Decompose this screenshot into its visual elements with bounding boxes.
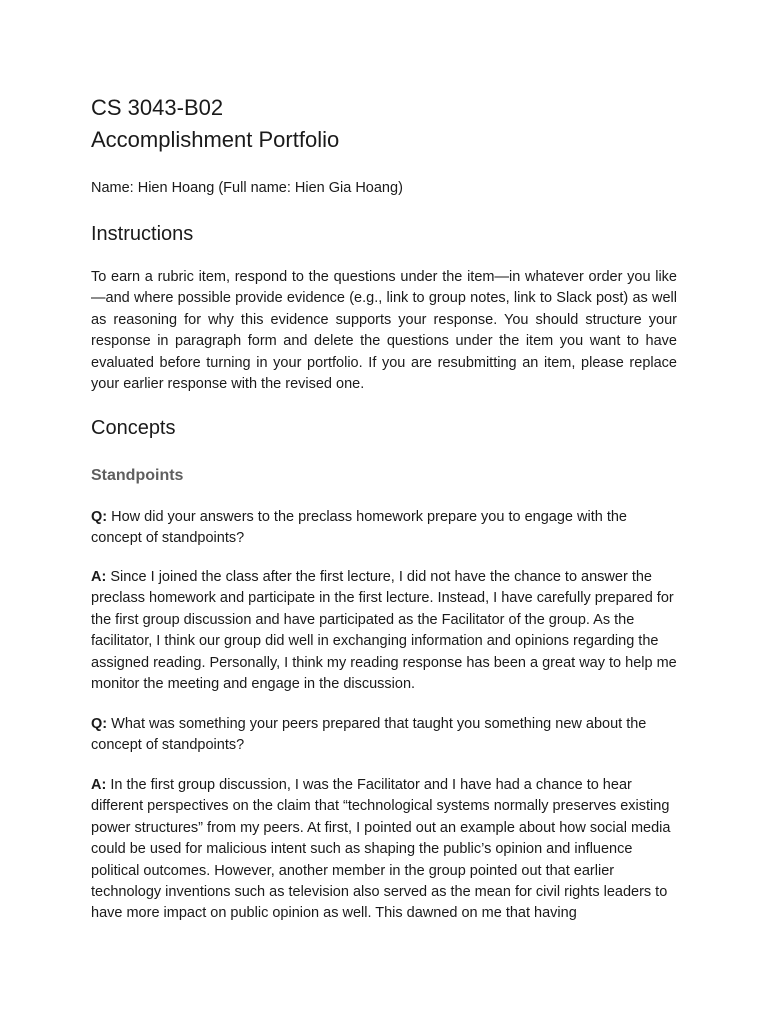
student-name-line: Name: Hien Hoang (Full name: Hien Gia Hoang)	[91, 180, 403, 196]
instructions-paragraph: To earn a rubric item, respond to the questions under the item—in whatever order you like—and where possible provide evidence (e.g., link to group notes, link to Slack post) as well as reasoning for why this evidence supports your response. You should structure your response in paragraph form and delete the questions under the item you want to have evaluated before turning in your portfolio. If you are resubmitting an item, please replace your earlier response with the revised one.	[91, 269, 677, 393]
question-label: Q:	[91, 716, 108, 732]
answer-paragraph	[91, 775, 677, 925]
question-paragraph	[91, 714, 677, 757]
question-label: Q:	[91, 509, 108, 525]
concepts-heading: Concepts	[91, 417, 176, 439]
answer-paragraph	[91, 567, 677, 695]
answer-label: A:	[91, 569, 107, 585]
answer-label: A:	[91, 777, 107, 793]
answer-text: In the first group discussion, I was the Facilitator and I have had a chance to hear different perspectives on the claim that “technological systems normally preserves existing power structures” from my peers. At first, I pointed out an example about how social media could be used for malicious intent such as shaping the public’s opinion and influence political outcomes. However, another member in the group pointed out that earlier technology inventions such as television also served as the mean for civil rights leaders to have more impact on public opinion as well. This dawned on me that having	[91, 777, 671, 922]
question-text: What was something your peers prepared that taught you something new about the concept of standpoints?	[91, 716, 647, 754]
standpoints-subheading: Standpoints	[91, 467, 184, 484]
answer-text: Since I joined the class after the first lecture, I did not have the chance to answer the preclass homework and participate in the first lecture. Instead, I have carefully prepared for the first group discussion and have participated as the Facilitator of the group. As the facilitator, I think our group did well in exchanging information and opinions regarding the assigned reading. Personally, I think my reading response has been a great way to help me monitor the meeting and engage in the discussion.	[91, 569, 677, 693]
document-title: Accomplishment Portfolio	[91, 127, 340, 152]
course-code-heading: CS 3043-B02	[91, 95, 224, 120]
question-paragraph	[91, 507, 677, 550]
question-text: How did your answers to the preclass homework prepare you to engage with the concept of standpoints?	[91, 509, 627, 547]
instructions-heading: Instructions	[91, 223, 194, 245]
